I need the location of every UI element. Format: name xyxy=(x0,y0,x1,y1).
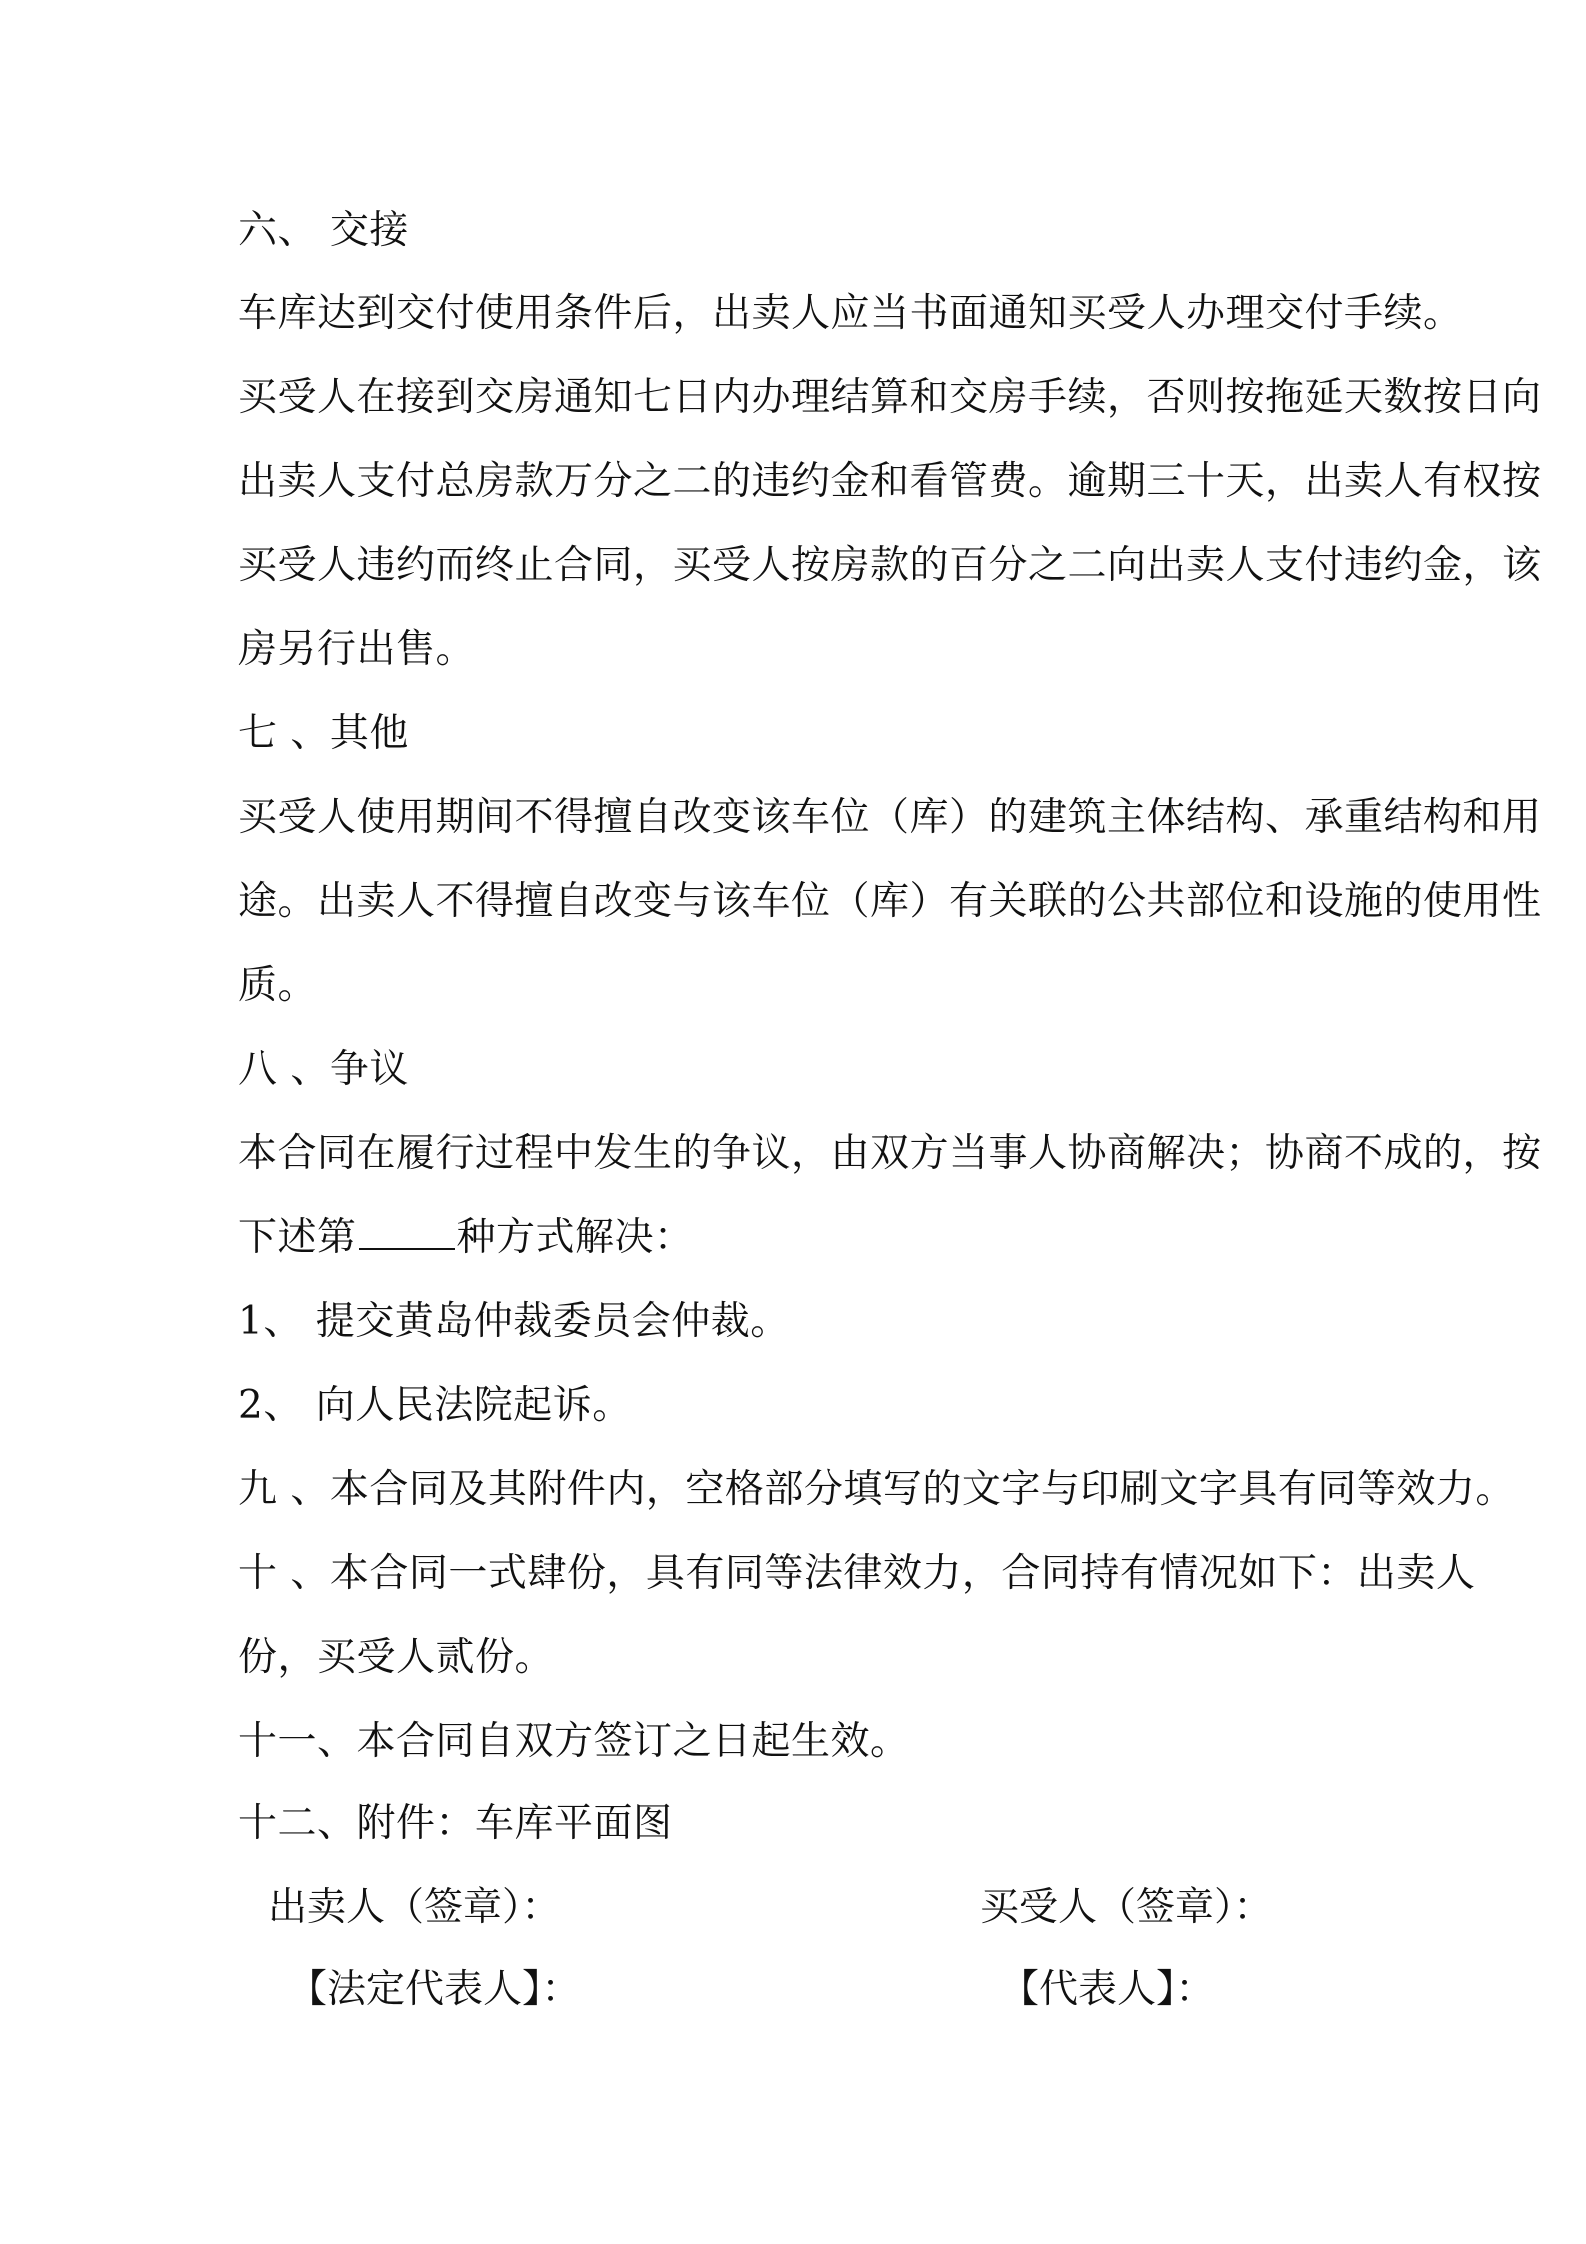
section-6-paragraph-1: 车库达到交付使用条件后，出卖人应当书面通知买受人办理交付手续。 xyxy=(238,291,1463,336)
section-7-paragraph-line-3: 质。 xyxy=(238,963,318,1008)
section-8-paragraph-line-1: 本合同在履行过程中发生的争议，由双方当事人协商解决；协商不成的，按 xyxy=(238,1131,1542,1176)
section-7-heading: 七 、其他 xyxy=(238,711,409,756)
section-7-paragraph-line-2: 途。出卖人不得擅自改变与该车位（库）有关联的公共部位和设施的使用性 xyxy=(238,879,1542,924)
section-6-paragraph-2-line-1: 买受人在接到交房通知七日内办理结算和交房手续，否则按拖延天数按日向 xyxy=(238,375,1542,420)
buyer-signature-label: 买受人（签章）： xyxy=(980,1885,1273,1930)
section-8-line-2-prefix: 下述第 xyxy=(238,1215,357,1260)
buyer-representative-label: 【代表人】： xyxy=(1000,1967,1215,2012)
seller-representative-label: 【法定代表人】： xyxy=(288,1967,581,2012)
section-12: 十二、附件：车库平面图 xyxy=(238,1801,673,1846)
seller-signature-label: 出卖人（签章）： xyxy=(268,1885,561,1930)
section-10-line-2: 份，买受人贰份。 xyxy=(238,1635,555,1680)
section-7-paragraph-line-1: 买受人使用期间不得擅自改变该车位（库）的建筑主体结构、承重结构和用 xyxy=(238,795,1542,840)
section-6-paragraph-2-line-3: 买受人违约而终止合同，买受人按房款的百分之二向出卖人支付违约金，该 xyxy=(238,543,1542,588)
section-6-heading: 六、 交接 xyxy=(238,208,409,253)
section-6-paragraph-2-line-4: 房另行出售。 xyxy=(238,627,476,672)
fill-in-blank[interactable] xyxy=(359,1210,455,1250)
section-8-line-2-suffix: 种方式解决： xyxy=(456,1215,694,1260)
section-10-line-1: 十 、本合同一式肆份，具有同等法律效力，合同持有情况如下：出卖人 xyxy=(238,1551,1476,1596)
section-8-heading: 八 、争议 xyxy=(238,1047,409,1092)
section-8-option-1: 1、 提交黄岛仲裁委员会仲裁。 xyxy=(238,1299,790,1344)
section-11: 十一、本合同自双方签订之日起生效。 xyxy=(238,1719,910,1764)
section-9: 九 、本合同及其附件内，空格部分填写的文字与印刷文字具有同等效力。 xyxy=(238,1467,1515,1512)
section-6-paragraph-2-line-2: 出卖人支付总房款万分之二的违约金和看管费。逾期三十天，出卖人有权按 xyxy=(238,459,1542,504)
section-8-paragraph-line-2 xyxy=(238,1210,694,1266)
section-8-option-2: 2、 向人民法院起诉。 xyxy=(238,1383,632,1428)
